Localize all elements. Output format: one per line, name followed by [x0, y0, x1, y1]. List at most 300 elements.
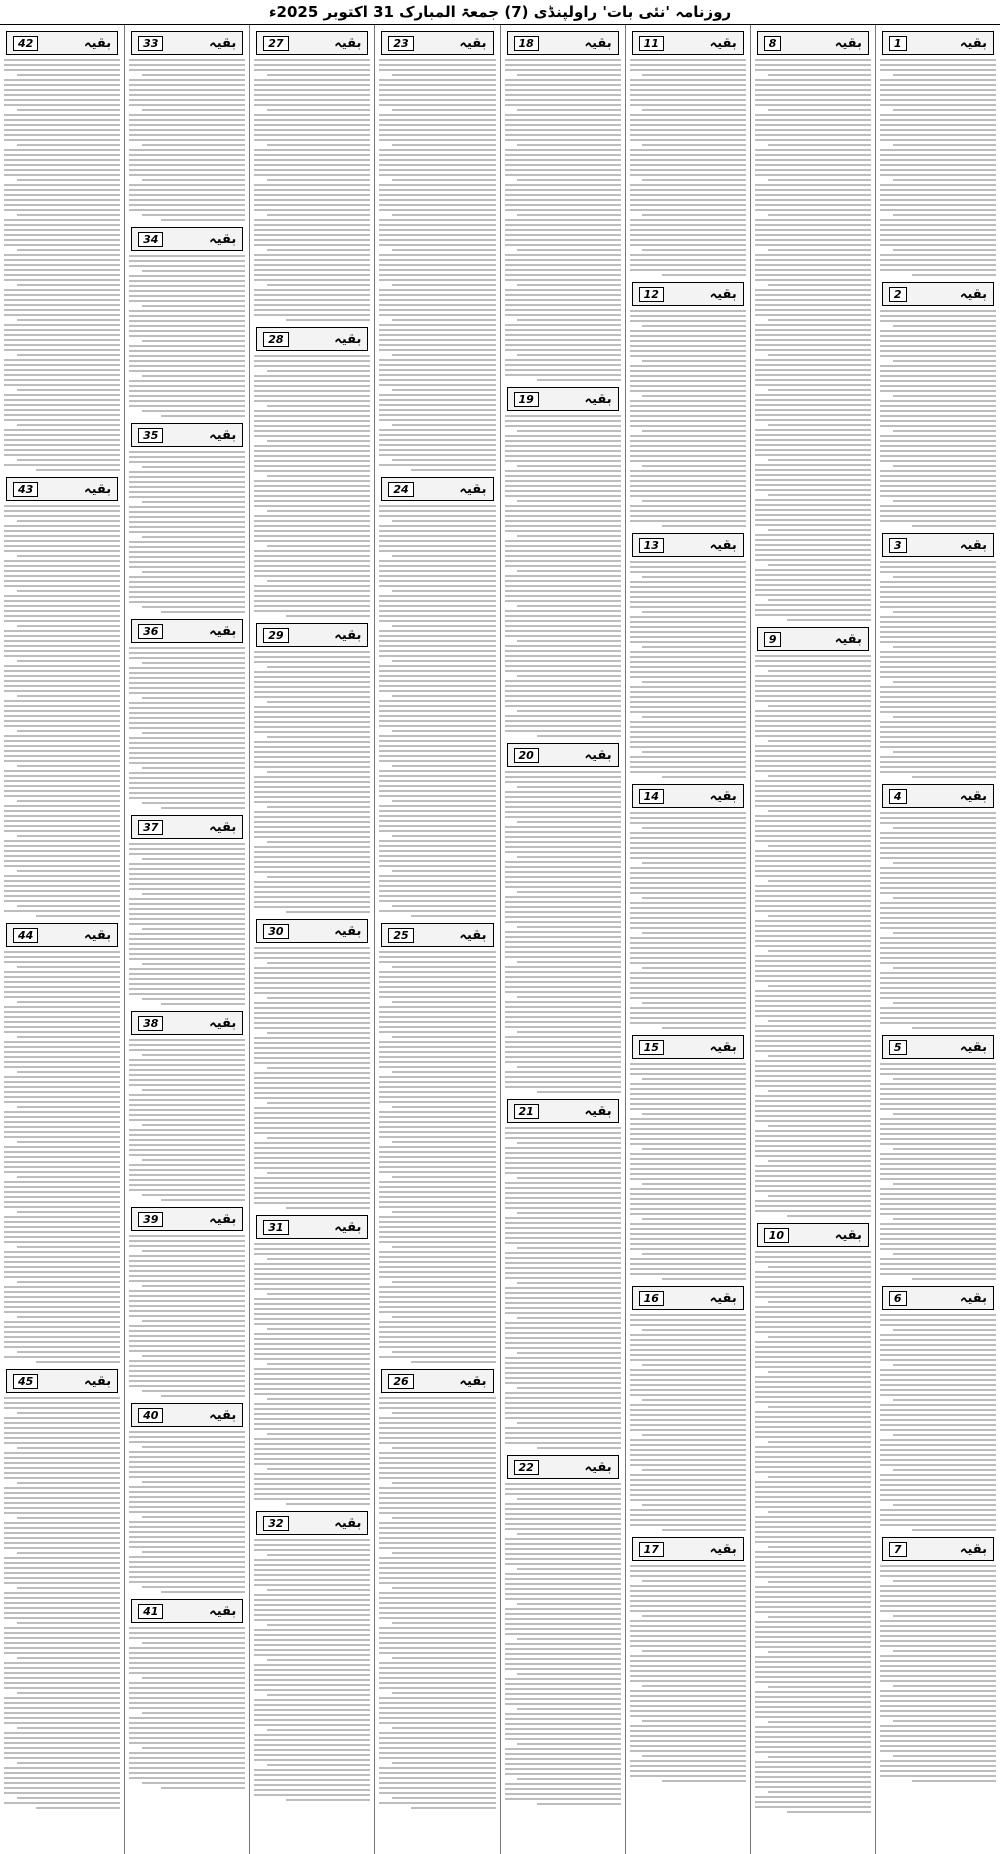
text-line [630, 1088, 746, 1090]
text-line [379, 1682, 495, 1684]
text-line [505, 1407, 621, 1409]
text-line [505, 69, 621, 71]
continuation-number: 26 [388, 1374, 413, 1389]
text-line [129, 1144, 245, 1146]
text-line [755, 790, 871, 792]
text-line [142, 375, 245, 377]
text-line [755, 875, 871, 877]
text-line [880, 1073, 996, 1075]
text-line [505, 776, 621, 778]
text-line [880, 1339, 996, 1341]
text-line [505, 876, 621, 878]
text-line [254, 1288, 370, 1290]
text-line [379, 189, 495, 191]
text-line [893, 109, 996, 111]
text-line [254, 781, 370, 783]
text-line [505, 956, 621, 958]
text-line [880, 636, 996, 638]
text-line [630, 917, 746, 919]
text-line [662, 1278, 746, 1280]
text-line [630, 234, 746, 236]
text-line [17, 1001, 120, 1003]
text-line [755, 1661, 871, 1663]
text-line [630, 1158, 746, 1160]
text-line [267, 1624, 370, 1626]
text-line [755, 409, 871, 411]
text-line [505, 1267, 621, 1269]
text-line [392, 835, 495, 837]
text-line [755, 1731, 871, 1733]
text-line [4, 104, 120, 106]
text-line [630, 490, 746, 492]
text-line [129, 1707, 245, 1709]
text-line [755, 244, 871, 246]
text-line [505, 184, 621, 186]
text-line [254, 1774, 370, 1776]
text-line [129, 139, 245, 141]
text-line [630, 1760, 746, 1762]
text-line [630, 1334, 746, 1336]
text-line [4, 1572, 120, 1574]
text-line [642, 1148, 745, 1150]
text-line [379, 309, 495, 311]
text-line [630, 942, 746, 944]
text-line [517, 996, 620, 998]
text-line [129, 194, 245, 196]
text-line [267, 1258, 370, 1260]
text-line [379, 1612, 495, 1614]
text-line [4, 1477, 120, 1479]
text-line [129, 104, 245, 106]
text-line [630, 1655, 746, 1657]
text-line [630, 420, 746, 422]
text-line [379, 1066, 495, 1068]
text-line [630, 1640, 746, 1642]
text-line [662, 1780, 746, 1782]
text-line [254, 1498, 370, 1500]
text-line [505, 329, 621, 331]
text-line [4, 630, 120, 632]
text-line [505, 1663, 621, 1665]
text-line [4, 665, 120, 667]
text-line [630, 350, 746, 352]
text-line [17, 1447, 120, 1449]
text-line [4, 1296, 120, 1298]
text-line [254, 1162, 370, 1164]
text-line [379, 1026, 495, 1028]
text-line [505, 851, 621, 853]
text-line [630, 119, 746, 121]
text-line [880, 561, 996, 563]
text-line [129, 586, 245, 588]
text-line [379, 444, 495, 446]
text-line [755, 189, 871, 191]
text-line [161, 807, 245, 809]
continuation-number: 31 [263, 1220, 288, 1235]
text-line [4, 510, 120, 512]
text-line [755, 569, 871, 571]
text-line [254, 304, 370, 306]
text-line [630, 124, 746, 126]
text-line [630, 1710, 746, 1712]
text-line [517, 891, 620, 893]
text-line [4, 1111, 120, 1113]
text-line [254, 826, 370, 828]
text-line [129, 978, 245, 980]
text-line [505, 1167, 621, 1169]
text-line [4, 1522, 120, 1524]
text-line [254, 289, 370, 291]
text-line [379, 785, 495, 787]
text-line [379, 1792, 495, 1794]
text-line [17, 284, 120, 286]
text-line [379, 880, 495, 882]
text-line [129, 692, 245, 694]
text-line [379, 1477, 495, 1479]
text-line [254, 1283, 370, 1285]
text-line [755, 264, 871, 266]
text-line [505, 540, 621, 542]
text-line [755, 544, 871, 546]
text-line [880, 1444, 996, 1446]
text-line [755, 1656, 871, 1658]
text-line [755, 1130, 871, 1132]
text-line [129, 707, 245, 709]
text-line [517, 961, 620, 963]
text-line [505, 625, 621, 627]
text-line [880, 616, 996, 618]
text-line [379, 1236, 495, 1238]
text-line [880, 269, 996, 271]
text-line [630, 410, 746, 412]
text-line [755, 1646, 871, 1648]
text-line [4, 134, 120, 136]
text-line [4, 359, 120, 361]
text-line [254, 79, 370, 81]
text-line [142, 802, 245, 804]
text-line [630, 1083, 746, 1085]
text-line [893, 1329, 996, 1331]
text-line [129, 1109, 245, 1111]
text-line [755, 114, 871, 116]
text-line [880, 581, 996, 583]
text-line [505, 1127, 621, 1129]
text-line [379, 1031, 495, 1033]
text-line [505, 1503, 621, 1505]
text-line [517, 179, 620, 181]
text-line [392, 1797, 495, 1799]
text-line [254, 279, 370, 281]
continuation-label: بقیہ [209, 231, 237, 247]
text-line [880, 405, 996, 407]
text-line [142, 1586, 245, 1588]
text-line [755, 1261, 871, 1263]
text-line [505, 1051, 621, 1053]
text-line [755, 1551, 871, 1553]
text-line [254, 1629, 370, 1631]
text-line [392, 1482, 495, 1484]
text-line [880, 666, 996, 668]
text-line [630, 1585, 746, 1587]
text-line [755, 720, 871, 722]
text-line [505, 324, 621, 326]
text-line [392, 966, 495, 968]
text-line [880, 631, 996, 633]
text-line [505, 435, 621, 437]
text-line [768, 74, 871, 76]
text-line [768, 1791, 871, 1793]
text-line [505, 1377, 621, 1379]
text-line [379, 810, 495, 812]
text-line [267, 249, 370, 251]
text-line [755, 404, 871, 406]
text-line [630, 114, 746, 116]
text-line [768, 1476, 871, 1478]
text-line [755, 84, 871, 86]
text-line [379, 1602, 495, 1604]
text-line [505, 1432, 621, 1434]
text-line [254, 1749, 370, 1751]
text-line [755, 760, 871, 762]
text-line [379, 760, 495, 762]
text-line [129, 787, 245, 789]
continuation-box [632, 1035, 744, 1059]
text-line [379, 976, 495, 978]
text-line [505, 1563, 621, 1565]
text-line [505, 881, 621, 883]
text-line [129, 94, 245, 96]
text-line [755, 374, 871, 376]
text-line [630, 1695, 746, 1697]
article-text-block [503, 1483, 623, 1805]
text-line [505, 1061, 621, 1063]
text-line [379, 369, 495, 371]
text-line [254, 1388, 370, 1390]
text-line [505, 1292, 621, 1294]
text-line [505, 1558, 621, 1560]
text-line [254, 1248, 370, 1250]
text-line [880, 1575, 996, 1577]
text-line [4, 209, 120, 211]
text-line [880, 1705, 996, 1707]
text-line [254, 1639, 370, 1641]
text-line [630, 1670, 746, 1672]
text-line [755, 574, 871, 576]
text-line [505, 590, 621, 592]
text-line [768, 1266, 871, 1268]
text-line [755, 1761, 871, 1763]
text-line [254, 64, 370, 66]
newspaper-page [0, 25, 1000, 1854]
text-line [379, 740, 495, 742]
text-line [4, 1782, 120, 1784]
text-line [129, 124, 245, 126]
text-line [630, 129, 746, 131]
text-line [755, 1601, 871, 1603]
text-line [129, 843, 245, 845]
text-line [630, 1575, 746, 1577]
continuation-label: بقیہ [834, 1227, 862, 1243]
text-line [379, 1457, 495, 1459]
continuation-label: بقیہ [709, 1541, 737, 1557]
text-line [505, 1086, 621, 1088]
text-line [630, 701, 746, 703]
text-line [379, 124, 495, 126]
text-line [379, 1266, 495, 1268]
text-line [254, 1794, 370, 1796]
text-line [4, 94, 120, 96]
text-line [254, 1087, 370, 1089]
text-line [254, 1684, 370, 1686]
text-line [880, 1524, 996, 1526]
text-line [880, 114, 996, 116]
text-line [4, 1151, 120, 1153]
text-line [630, 1188, 746, 1190]
text-line [4, 1006, 120, 1008]
text-line [505, 420, 621, 422]
text-line [379, 1256, 495, 1258]
text-line [379, 329, 495, 331]
text-line [505, 1442, 621, 1444]
continuation-box [256, 1511, 368, 1535]
text-line [768, 845, 871, 847]
text-line [129, 983, 245, 985]
text-line [893, 430, 996, 432]
text-line [880, 1464, 996, 1466]
text-line [505, 1783, 621, 1785]
text-line [254, 174, 370, 176]
text-line [505, 174, 621, 176]
continuation-box [6, 923, 118, 947]
text-line [4, 1131, 120, 1133]
text-line [755, 1556, 871, 1558]
text-line [630, 696, 746, 698]
text-line [880, 169, 996, 171]
text-line [505, 159, 621, 161]
text-line [379, 149, 495, 151]
text-line [880, 1565, 996, 1567]
text-line [379, 409, 495, 411]
text-line [379, 1116, 495, 1118]
text-line [129, 591, 245, 593]
text-line [17, 319, 120, 321]
text-line [4, 1697, 120, 1699]
text-line [630, 1344, 746, 1346]
text-line [379, 900, 495, 902]
continuation-number: 13 [639, 538, 664, 553]
text-line [254, 1428, 370, 1430]
text-line [505, 1041, 621, 1043]
text-line [505, 495, 621, 497]
text-line [254, 530, 370, 532]
text-line [630, 1012, 746, 1014]
text-line [630, 706, 746, 708]
text-line [630, 596, 746, 598]
text-line [755, 1326, 871, 1328]
text-line [379, 434, 495, 436]
text-line [755, 930, 871, 932]
text-line [129, 1692, 245, 1694]
text-line [254, 184, 370, 186]
text-line [505, 806, 621, 808]
text-line [4, 384, 120, 386]
text-line [755, 1060, 871, 1062]
text-line [630, 1354, 746, 1356]
text-line [392, 1036, 495, 1038]
text-line [755, 334, 871, 336]
text-line [880, 1590, 996, 1592]
text-line [505, 660, 621, 662]
text-line [379, 1336, 495, 1338]
text-line [254, 465, 370, 467]
text-line [129, 1325, 245, 1327]
text-line [755, 1666, 871, 1668]
text-line [642, 1720, 745, 1722]
text-line [505, 1297, 621, 1299]
text-line [129, 496, 245, 498]
text-line [4, 545, 120, 547]
text-line [893, 144, 996, 146]
text-line [505, 906, 621, 908]
text-line [642, 827, 745, 829]
text-line [505, 339, 621, 341]
text-line [129, 888, 245, 890]
text-line [129, 1240, 245, 1242]
text-line [129, 1722, 245, 1724]
text-line [880, 1620, 996, 1622]
text-line [379, 1131, 495, 1133]
text-line [129, 1164, 245, 1166]
text-line [392, 1412, 495, 1414]
text-line [254, 1132, 370, 1134]
article-text-block [127, 451, 247, 613]
text-line [755, 1095, 871, 1097]
text-line [505, 836, 621, 838]
text-line [505, 1508, 621, 1510]
continuation-box [131, 1011, 243, 1035]
text-line [4, 1206, 120, 1208]
text-line [254, 149, 370, 151]
text-line [129, 451, 245, 453]
text-line [379, 545, 495, 547]
text-line [880, 1585, 996, 1587]
text-line [4, 1492, 120, 1494]
text-line [768, 284, 871, 286]
text-line [630, 1193, 746, 1195]
text-line [129, 747, 245, 749]
text-line [254, 651, 370, 653]
text-line [880, 1424, 996, 1426]
text-line [642, 1504, 745, 1506]
text-line [379, 1186, 495, 1188]
text-line [4, 1096, 120, 1098]
text-line [755, 975, 871, 977]
text-line [379, 94, 495, 96]
text-line [787, 619, 871, 621]
text-line [630, 224, 746, 226]
text-line [254, 1072, 370, 1074]
text-line [768, 1371, 871, 1373]
text-line [254, 1082, 370, 1084]
continuation-label: بقیہ [459, 927, 487, 943]
text-line [880, 310, 996, 312]
text-line [630, 892, 746, 894]
text-line [505, 816, 621, 818]
continuation-number: 37 [138, 820, 163, 835]
text-line [880, 1765, 996, 1767]
text-line [129, 1114, 245, 1116]
text-line [505, 1488, 621, 1490]
